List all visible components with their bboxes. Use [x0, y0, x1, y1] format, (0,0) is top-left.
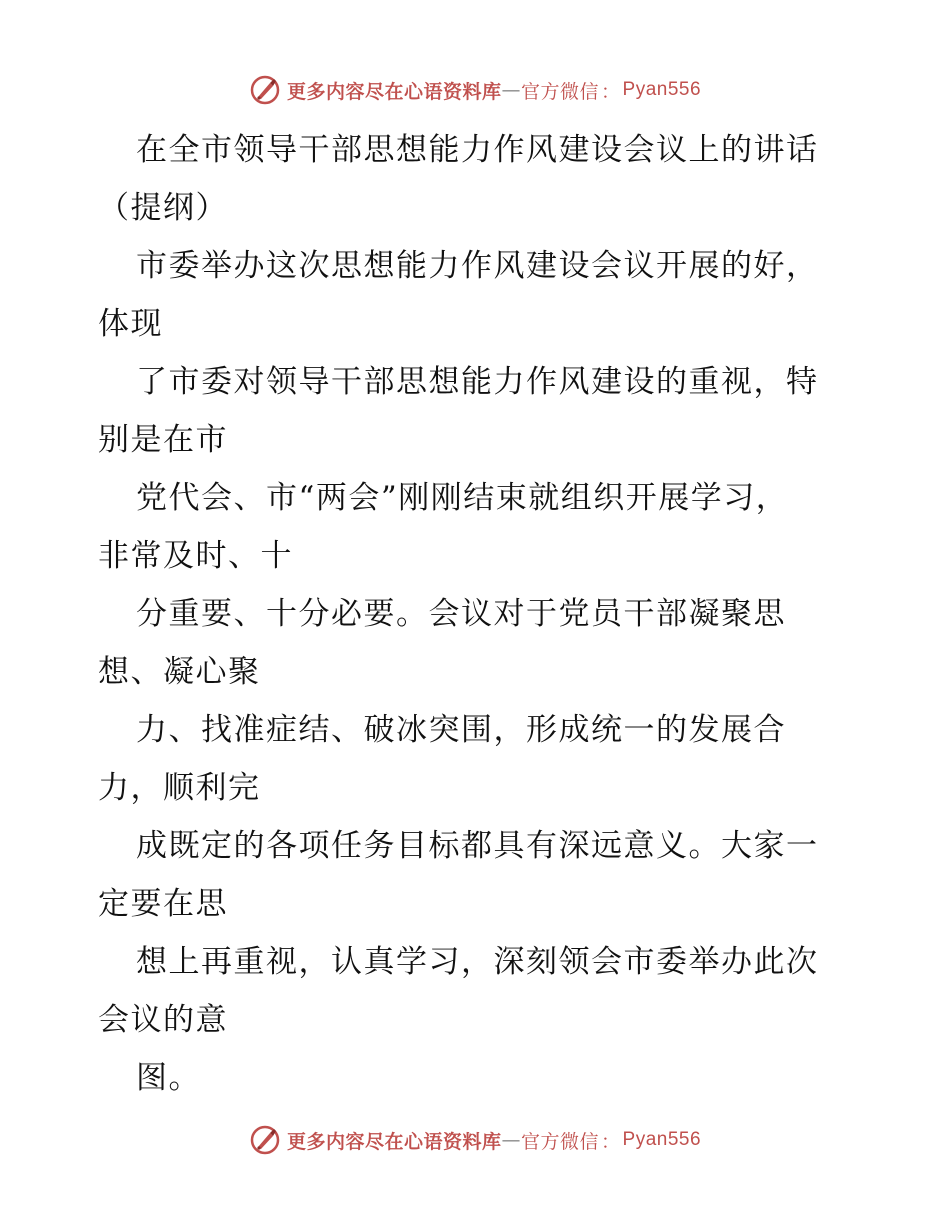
document-line: 非常及时、十 [98, 538, 293, 574]
document-line: （提纲） [98, 190, 228, 226]
watermark-text [287, 77, 701, 104]
document-line: 力、找准症结、破冰突围，形成统一的发展合 [136, 712, 786, 748]
watermark-wechat-id: Pyan556 [622, 79, 702, 100]
document-line: 想、凝心聚 [98, 654, 261, 690]
watermark-text [287, 1127, 701, 1154]
document-line: 在全市领导干部思想能力作风建设会议上的讲话 [136, 132, 819, 168]
document-line: 图。 [136, 1060, 201, 1096]
watermark-footer [0, 1120, 950, 1160]
watermark-separator: ： [601, 1130, 621, 1153]
document-line: 别是在市 [98, 422, 228, 458]
watermark-separator: ： [601, 80, 621, 103]
document-line: 会议的意 [98, 1002, 228, 1038]
document-line: 定要在思 [98, 886, 228, 922]
watermark-main-text: 更多内容尽在心语资料库 [286, 80, 502, 103]
document-body [98, 121, 858, 1107]
document-line: 分重要、十分必要。会议对于党员干部凝聚思 [136, 596, 786, 632]
watermark-header [0, 70, 950, 110]
quill-pen-logo-icon [249, 74, 281, 106]
document-line: 了市委对领导干部思想能力作风建设的重视，特 [136, 364, 819, 400]
quill-pen-logo-icon [249, 1124, 281, 1156]
document-line: 党代会、市“两会”刚刚结束就组织开展学习， [136, 480, 789, 516]
document-line: 体现 [98, 306, 163, 342]
watermark-sub-text: 官方微信 [520, 1130, 599, 1153]
document-line: 成既定的各项任务目标都具有深远意义。大家一 [136, 828, 819, 864]
watermark-main-text: 更多内容尽在心语资料库 [286, 1130, 502, 1153]
document-line: 想上再重视，认真学习，深刻领会市委举办此次 [136, 944, 819, 980]
document-line: 力，顺利完 [98, 770, 261, 806]
watermark-sub-text: 官方微信 [520, 80, 599, 103]
watermark-dash: — [501, 79, 521, 101]
watermark-dash: — [501, 1129, 521, 1151]
watermark-wechat-id: Pyan556 [622, 1129, 702, 1150]
document-line: 市委举办这次思想能力作风建设会议开展的好， [136, 248, 819, 284]
